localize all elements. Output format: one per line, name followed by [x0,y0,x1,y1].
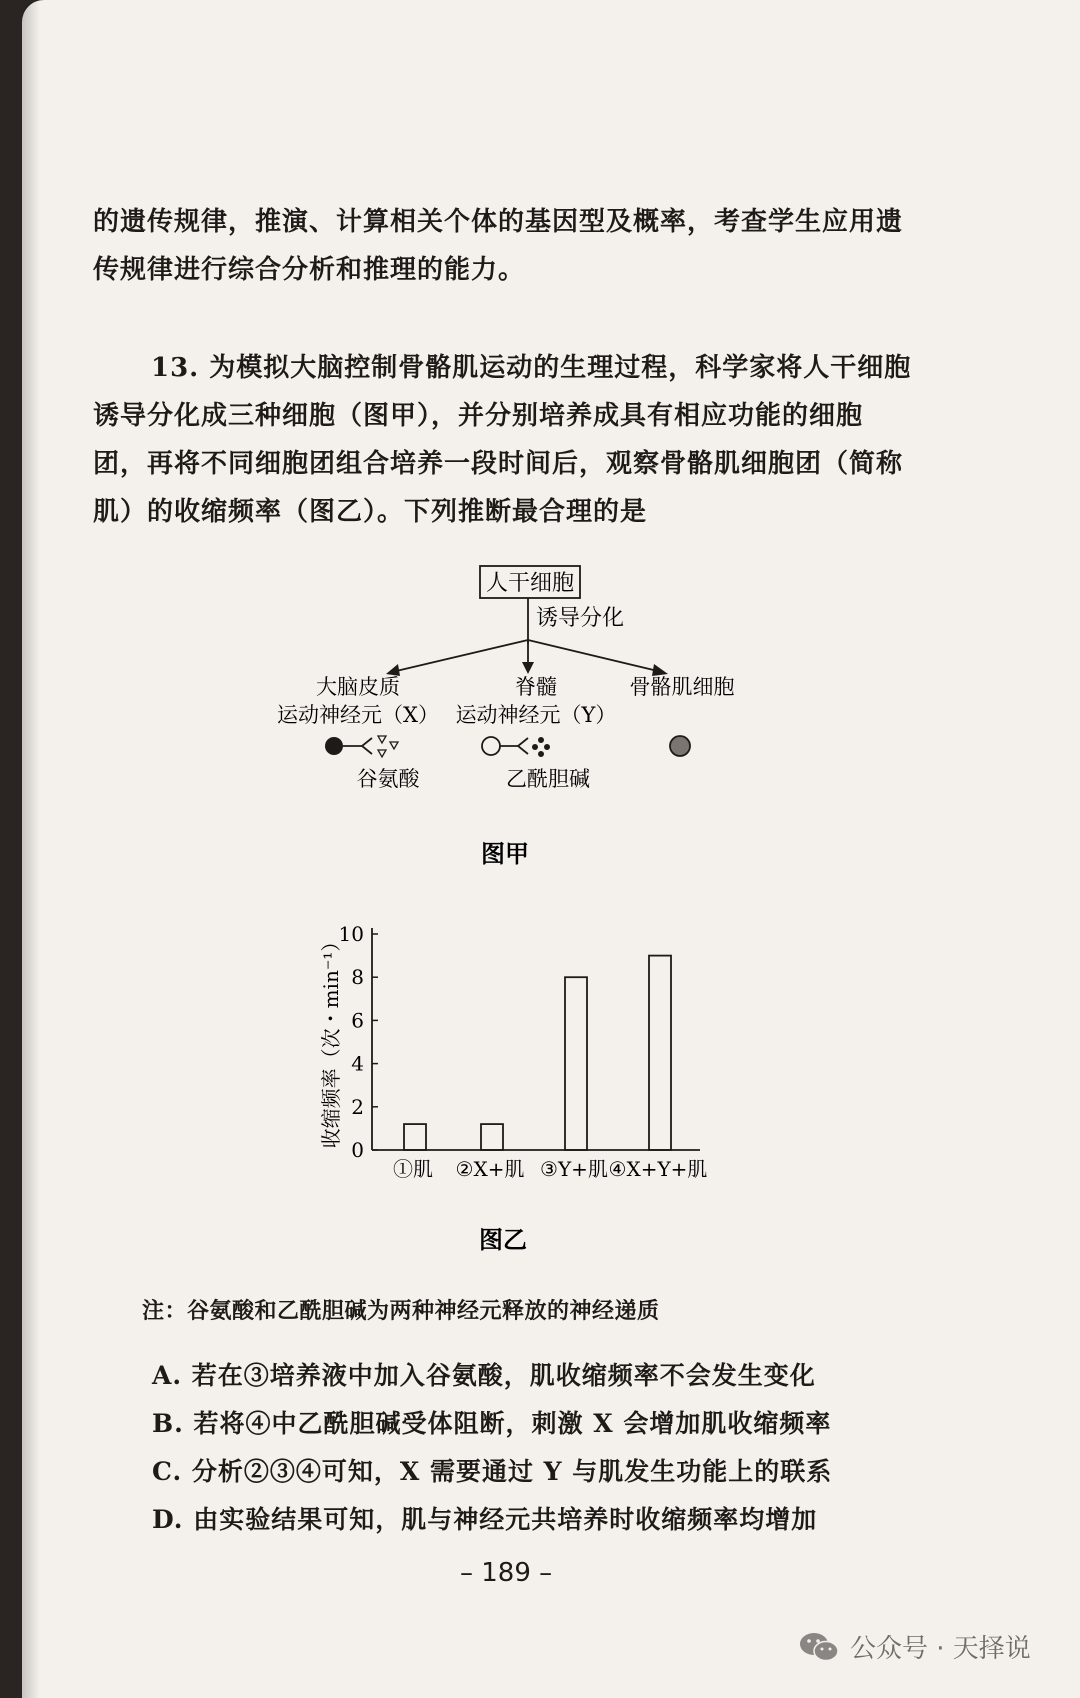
watermark [798,1628,1031,1665]
option-c[interactable]: C. 分析②③④可知，X 需要通过 Y 与肌发生功能上的联系 [152,1457,833,1486]
question-13-stem: 13. 为模拟大脑控制骨骼肌运动的生理过程，科学家将人干细胞诱导分化成三种细胞（图甲），并分别培养成具有相应功能的细胞团，再将不同细胞团组合培养一段时间后，观察骨骼肌细胞团（简称肌）的收缩频率（图乙）。下列推断最合理的是 [93,353,912,527]
page-number: – 189 – [460,1558,553,1588]
y-tick-label: 10 [338,922,364,946]
y-tick-label: 2 [351,1094,364,1119]
transmitter-y-label: 乙酰胆碱 [506,767,590,791]
figure-yi-caption: 图乙 [479,1225,527,1254]
category-label: ③Y+肌 [540,1157,608,1181]
category-label: ②X+肌 [455,1157,525,1181]
root-cell-label: 人干细胞 [485,571,575,596]
y-tick-label: 8 [351,965,364,990]
intro-paragraph: 的遗传规律，推演、计算相关个体的基因型及概率，考查学生应用遗传规律进行综合分析和推理的能力。 [93,207,904,285]
chart-axes [372,928,700,1150]
cell-y-line1: 脊髓 [515,675,557,699]
chart-bars [404,956,671,1150]
option-b[interactable]: B. 若将④中乙酰胆碱受体阻断，刺激 X 会增加肌收缩频率 [152,1409,832,1438]
transmitter-x-label: 谷氨酸 [356,767,420,791]
note-text: 注：谷氨酸和乙酰胆碱为两种神经元释放的神经递质 [142,1298,660,1324]
category-label: ①肌 [393,1157,433,1181]
option-a[interactable]: A. 若在③培养液中加入谷氨酸，肌收缩频率不会发生变化 [152,1361,816,1390]
induce-label: 诱导分化 [536,606,625,631]
chart-y-axis-label: 收缩频率（次・min⁻¹） [319,931,343,1149]
cell-x-line2: 运动神经元（X） [277,703,439,727]
category-label: ④X+Y+肌 [608,1157,708,1181]
y-tick-label: 6 [351,1008,364,1033]
option-d[interactable]: D. 由实验结果可知，肌与神经元共培养时收缩频率均增加 [152,1505,818,1534]
watermark-text: 公众号 · 天择说 [850,1634,1031,1664]
chart-category-labels [393,1157,707,1181]
cell-x-line1: 大脑皮质 [316,675,400,699]
figure-jia-caption: 图甲 [481,839,529,868]
y-tick-label: 0 [351,1138,364,1162]
bar [404,1124,426,1150]
bar [565,977,587,1150]
wechat-icon [798,1630,840,1664]
bar [481,1124,503,1150]
cell-y-line2: 运动神经元（Y） [455,703,617,727]
cell-muscle-line1: 骨骼肌细胞 [629,675,735,699]
bar [649,956,671,1150]
y-tick-label: 4 [351,1051,364,1076]
